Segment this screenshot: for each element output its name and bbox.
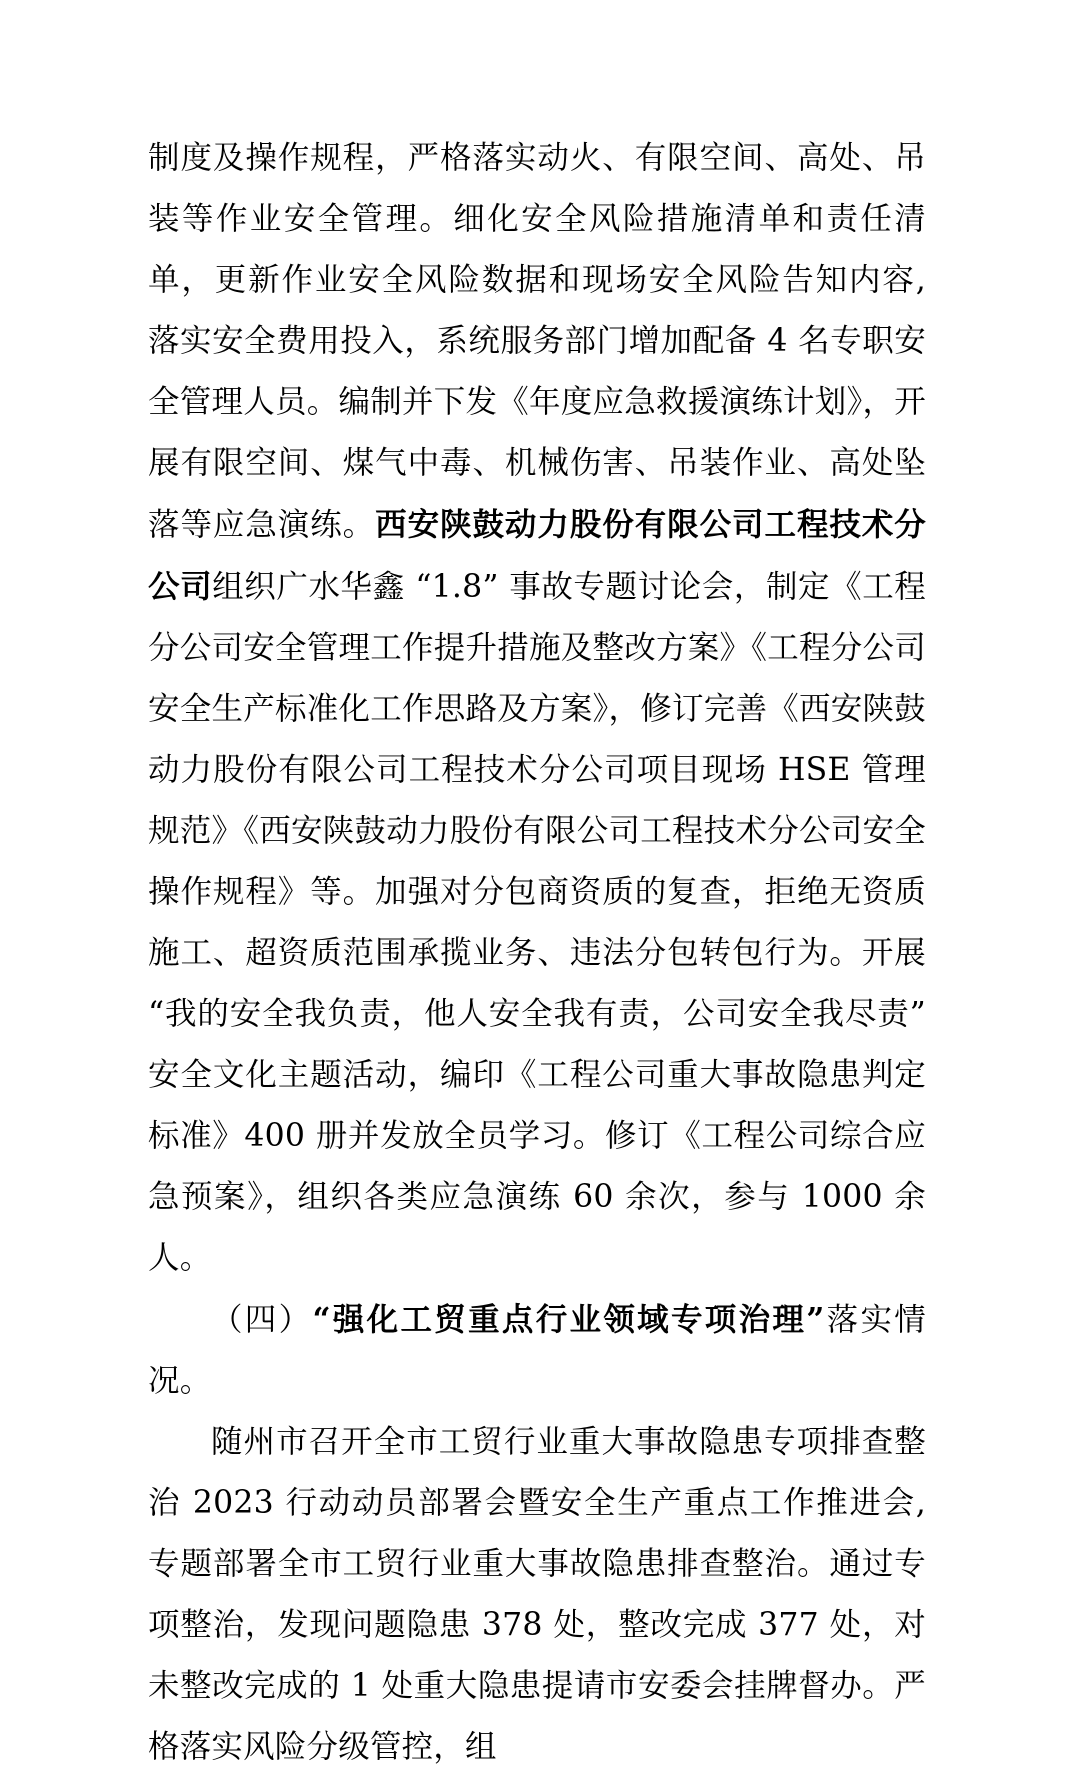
paragraph-1: [148, 128, 926, 1289]
paragraph-3: [148, 1412, 926, 1778]
document-body: [148, 128, 926, 1778]
text-run: 随州市召开全市工贸行业重大事故隐患专项排查整治 2023 行动动员部署会暨安全生产重点工作推进会, 专题部署全市工贸行业重大事故隐患排查整治。通过专项整治，发现问题隐患 378 处，整改完成 377 处，对未整改完成的 1 处重大隐患提请市安委会挂牌督办。严格落实风险分级管控，组: [148, 1424, 926, 1765]
text-run-bold-company: 西安陕鼓动力股份有限公司工程技术分公司: [148, 506, 926, 605]
text-run: 制度及操作规程，严格落实动火、有限空间、高处、吊装等作业安全管理。细化安全风险措施清单和责任清单，更新作业安全风险数据和现场安全风险告知内容, 落实安全费用投入，系统服务部门增加配备 4 名专职安全管理人员。编制并下发《年度应急救援演练计划》，开展有限空间、煤气中毒、机械伤害、吊装作业、高处坠落等应急演练。: [148, 140, 926, 543]
text-run: 组织广水华鑫 “1.8” 事故专题讨论会，制定《工程分公司安全管理工作提升措施及整改方案》《工程分公司安全生产标准化工作思路及方案》，修订完善《西安陕鼓动力股份有限公司工程技术分公司项目现场 HSE 管理规范》《西安陕鼓动力股份有限公司工程技术分公司安全操作规程》等。加强对分包商资质的复查，拒绝无资质施工、超资质范围承揽业务、违法分包转包行为。开展 “我的安全我负责，他人安全我有责，公司安全我尽责” 安全文化主题活动，编印《工程公司重大事故隐患判定标准》400 册并发放全员学习。修订《工程公司综合应急预案》，组织各类应急演练 60 余次，参与 1000 余人。: [148, 569, 927, 1276]
paragraph-2-heading: [148, 1289, 926, 1412]
text-run-section-number: （四）: [211, 1302, 313, 1338]
text-run-bold-quote: “强化工贸重点行业领域专项治理”: [312, 1301, 825, 1338]
text-run: 落实情况。: [148, 1302, 926, 1399]
